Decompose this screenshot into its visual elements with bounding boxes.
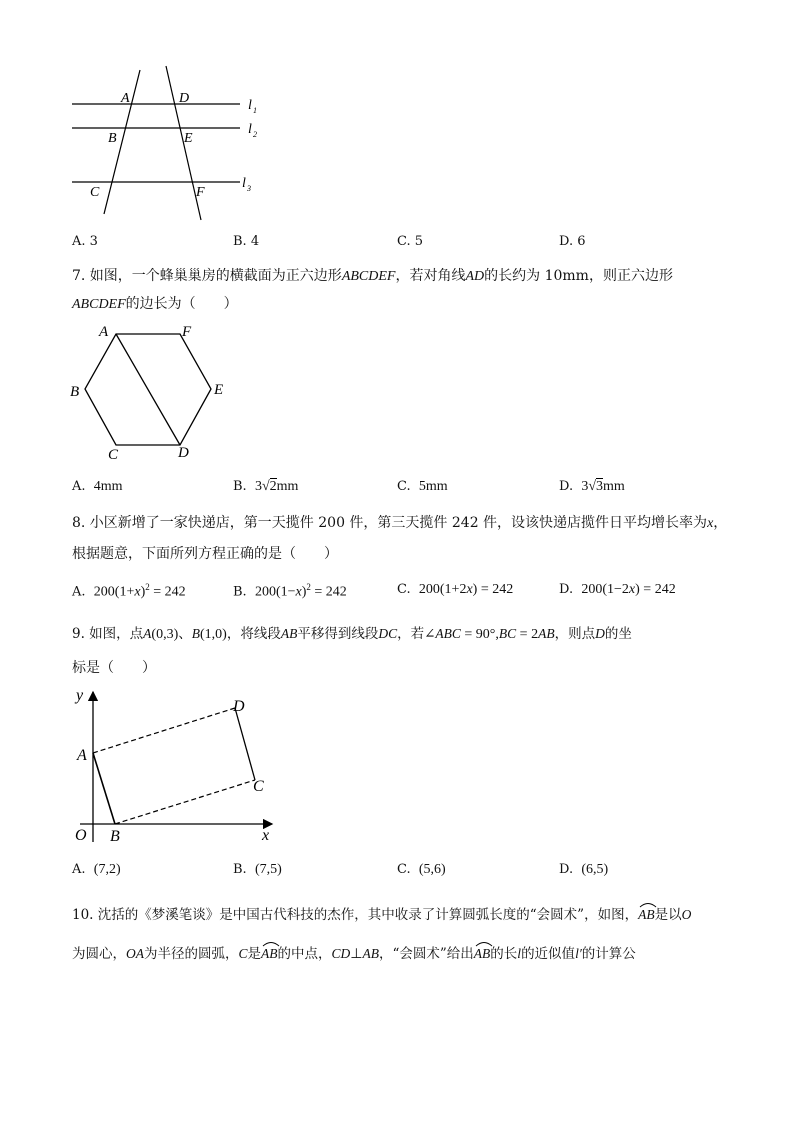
label-B: B [110, 828, 120, 845]
q6-option-c[interactable]: C. 5 [397, 234, 424, 249]
label-l2-sub: 2 [253, 130, 257, 139]
label-l1: l [248, 98, 252, 113]
arc-AB: AB [638, 905, 655, 925]
q8-option-b[interactable]: B. $200(1-x)^2 = 242$ [233, 582, 347, 600]
q7-option-c[interactable]: C. 5mm [397, 479, 448, 494]
arc-mark [262, 941, 280, 947]
segment-AB [93, 753, 115, 824]
sqrt-sign: √ [588, 479, 597, 494]
label-B: B [108, 131, 117, 146]
q6-option-a[interactable]: A. 3 [72, 234, 98, 249]
q9-option-a[interactable]: A. (7,2) [72, 862, 121, 877]
q7-option-a[interactable]: A. 4mm [72, 479, 123, 494]
q9-coordinate-figure [70, 684, 290, 844]
q8-option-c[interactable]: C. 200(1+2x) = 242 [397, 582, 514, 597]
label-A: A [99, 324, 109, 340]
segment-BC [115, 780, 255, 824]
q9-stem-line2: 标是（ ） [72, 660, 156, 676]
q6-option-b[interactable]: B. 4 [233, 234, 260, 249]
q9-option-b[interactable]: B. (7,5) [233, 862, 282, 877]
label-l3-sub: 3 [247, 184, 251, 193]
arc-mark [475, 941, 493, 947]
q9-stem-line1: 9. 如图，点A(0,3)、B(1,0)，将线段AB平移得到线段DC，若∠ABC = 90°,BC = 2AB，则点D的坐 [72, 626, 632, 642]
label-E: E [214, 382, 224, 398]
label-C: C [108, 447, 119, 463]
segment-DC [235, 708, 255, 780]
q7-option-b[interactable]: B. 3√2mm [233, 479, 299, 494]
q10-stem-line1: 10. 沈括的《梦溪笔谈》是中国古代科技的杰作，其中收录了计算圆弧长度的“会圆术”，如图，AB 是以O [72, 905, 691, 925]
q7-stem-line1: 7. 如图，一个蜂巢巢房的横截面为正六边形ABCDEF，若对角线AD的长约为 10mm，则正六边形 [72, 268, 673, 284]
q7-option-d[interactable]: D. 3√3mm [559, 479, 625, 494]
sqrt-sign: √ [261, 479, 270, 494]
label-C: C [90, 185, 100, 200]
label-y: y [76, 687, 84, 704]
label-F: F [182, 324, 192, 340]
label-B: B [70, 384, 80, 400]
label-F: F [196, 185, 205, 200]
label-D: D [178, 445, 189, 461]
label-A: A [121, 91, 130, 106]
label-l3: l [242, 176, 246, 191]
label-D: D [233, 698, 245, 715]
label-O: O [75, 827, 87, 844]
label-l1-sub: 1 [253, 106, 257, 115]
arc-AB: AB [261, 944, 278, 964]
q9-option-c[interactable]: C. (5,6) [397, 862, 446, 877]
q8-option-d[interactable]: D. 200(1−2x) = 242 [559, 582, 676, 597]
q8-stem-line2: 根据题意，下面所列方程正确的是（ ） [72, 546, 338, 562]
label-D: D [179, 91, 190, 106]
q6-figure [60, 62, 280, 230]
diagonal-AD [116, 334, 180, 445]
label-x: x [262, 827, 270, 844]
label-C: C [253, 778, 264, 795]
label-E: E [184, 131, 193, 146]
q8-option-a[interactable]: A. $200(1+x)^2 = 242$ [72, 582, 186, 600]
q6-option-d[interactable]: D. 6 [559, 234, 586, 249]
q10-stem-line2: 为圆心，OA为半径的圆弧，C是AB 的中点，CD⊥AB，“会圆术”给出AB 的长l的近似值l′的计算公 [72, 944, 636, 965]
segment-AD [93, 708, 235, 753]
q7-hexagon-figure [66, 320, 236, 466]
label-l2: l [248, 122, 252, 137]
q9-option-d[interactable]: D. (6,5) [559, 862, 609, 877]
q7-stem-line2: ABCDEF的边长为（ ） [72, 296, 238, 312]
q8-stem-line1: 8. 小区新增了一家快递店，第一天揽件 200 件，第三天揽件 242 件，设该快递店揽件日平均增长率为x， [72, 515, 728, 531]
arc-mark [639, 902, 657, 908]
label-A: A [77, 747, 87, 764]
arc-AB: AB [474, 944, 491, 964]
